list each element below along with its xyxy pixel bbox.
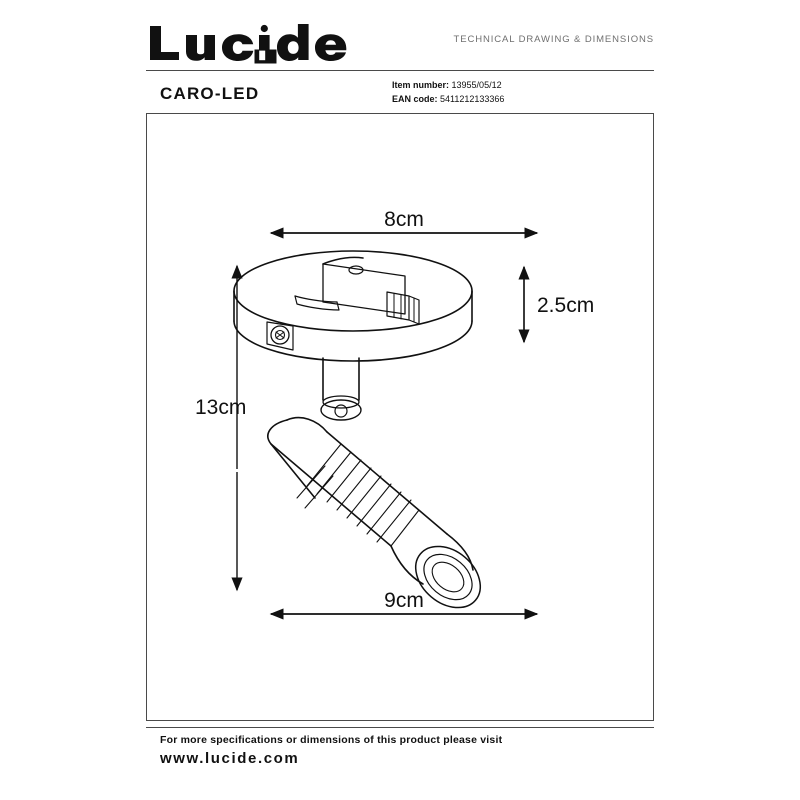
item-number-value: 13955/05/12	[451, 80, 502, 90]
item-number-row	[392, 78, 504, 92]
page-title: CARO-LED	[160, 84, 260, 103]
item-number-label: Item number:	[392, 80, 450, 90]
dim-width-top-label: 8cm	[384, 208, 424, 231]
footer-divider	[146, 727, 654, 728]
lucide-logo	[146, 22, 376, 68]
drawing-frame	[146, 113, 654, 721]
footer-text: For more specifications or dimensions of this product please visit	[160, 734, 503, 746]
product-technical-drawing	[147, 114, 655, 722]
ean-value: 5411212133366	[440, 94, 505, 104]
ean-row	[392, 92, 504, 106]
technical-drawing-label: TECHNICAL DRAWING & DIMENSIONS	[453, 34, 654, 45]
page-header	[146, 22, 654, 70]
header-divider	[146, 70, 654, 71]
dim-width-bottom-label: 9cm	[384, 589, 424, 612]
ean-label: EAN code:	[392, 94, 438, 104]
website-link[interactable]: www.lucide.com	[160, 750, 300, 767]
product-meta	[392, 78, 504, 106]
dim-total-height-label: 13cm	[195, 396, 247, 419]
dim-fixture-height-label: 2.5cm	[537, 294, 595, 317]
